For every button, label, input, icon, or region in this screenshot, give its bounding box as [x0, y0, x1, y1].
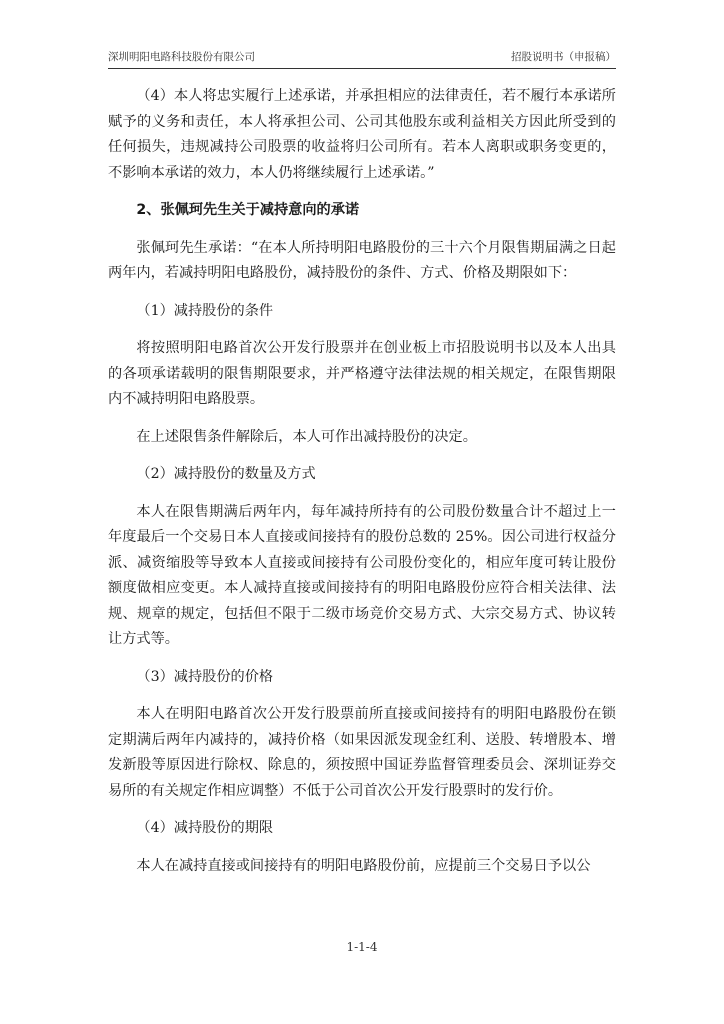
- document-body: [108, 84, 616, 879]
- section-heading: 2、张佩珂先生关于减持意向的承诺: [136, 202, 360, 218]
- paragraph-conditions: 将按照明阳电路首次公开发行股票并在创业板上市招股说明书以及本人出具的各项承诺载明的限售期限要求，并严格遵守法律法规的相关规定，在限售期限内不减持明阳电路股票。: [108, 340, 616, 407]
- subheading-price: （3）减持股份的价格: [136, 668, 274, 685]
- subheading-quantity-method: （2）减持股份的数量及方式: [136, 466, 316, 482]
- paragraph-commitment-4: （4）本人将忠实履行上述承诺，并承担相应的法律责任，若不履行本承诺所赋予的义务和责任，本人将承担公司、公司其他股东或利益相关方因此所受到的任何损失，违规减持公司股票的收益将归公司所有。若本人离职或职务变更的，不影响本承诺的效力，本人仍将继续履行上述承诺。”: [108, 88, 616, 181]
- subheading-period: （4）减持股份的期限: [136, 820, 274, 836]
- page-number: 1-1-4: [346, 940, 378, 954]
- paragraph-intro: 张佩珂先生承诺：“在本人所持明阳电路股份的三十六个月限售期届满之日起两年内，若减持明阳电路股份，减持股份的条件、方式、价格及期限如下：: [108, 239, 616, 281]
- page-header: [108, 48, 616, 69]
- subheading-conditions: （1）减持股份的条件: [136, 302, 274, 319]
- header-company-name: 深圳明阳电路科技股份有限公司: [108, 51, 255, 63]
- paragraph-quantity-method: 本人在限售期满后两年内，每年减持所持有的公司股份数量合计不超过上一年度最后一个交易日本人直接或间接持有的股份总数的 25%。因公司进行权益分派、减资缩股等导致本人直接或间接持有公司股份变化的，相应年度可转让股份额度做相应变更。本人减持直接或间接持有的明阳电路股份应符合相关法律、法规、规章的规定，包括但不限于二级市场竞价交易方式、大宗交易方式、协议转让方式等。: [108, 503, 616, 647]
- paragraph-after-lockup: 在上述限售条件解除后，本人可作出减持股份的决定。: [136, 428, 477, 445]
- paragraph-period: 本人在减持直接或间接持有的明阳电路股份前，应提前三个交易日予以公: [136, 857, 591, 874]
- paragraph-price: 本人在明阳电路首次公开发行股票前所直接或间接持有的明阳电路股份在锁定期满后两年内减持的，减持价格（如果因派发现金红利、送股、转增股本、增发新股等原因进行除权、除息的，须按照中国证券监督管理委员会、深圳证券交易所的有关规定作相应调整）不低于公司首次公开发行股票时的发行价。: [108, 706, 616, 799]
- header-document-type: 招股说明书（申报稿）: [511, 51, 616, 63]
